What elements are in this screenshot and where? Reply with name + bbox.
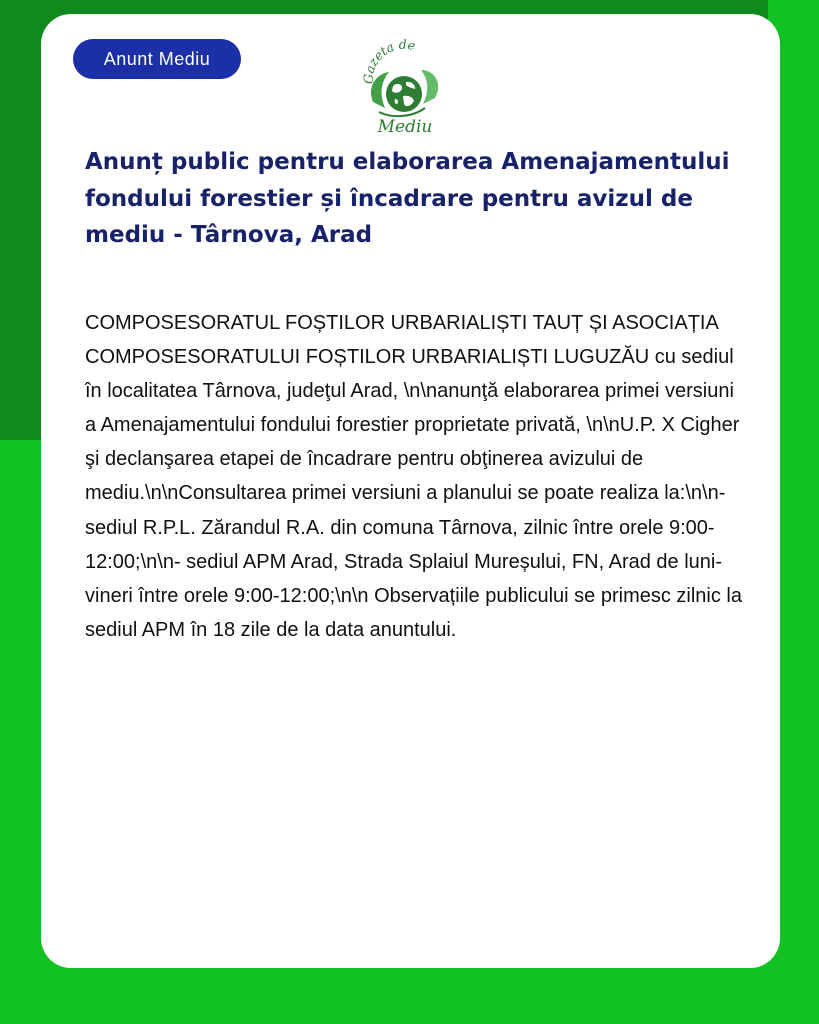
- announcement-body: COMPOSESORATUL FOȘTILOR URBARIALIȘTI TAUȚ ȘI ASOCIAȚIA COMPOSESORATULUI FOȘTILOR URBARIALIȘTI LUGUZĂU cu sediul în localitatea Târnova, judeţul Arad, \n\nanunţă elaborarea primei versiuni a Amenajamentului fondului forestier proprietate privată, \n\nU.P. X Cigher şi declanşarea etapei de încadrare pentru obţinerea avizului de mediu.\n\nConsultarea primei versiuni a planului se poate realiza la:\n\n- sediul R.P.L. Zărandul R.A. din comuna Târnova, zilnic între orele 9:00-12:00;\n\n- sediul APM Arad, Strada Splaiul Mureșului, FN, Arad de luni-vineri între orele 9:00-12:00;\n\n Observațiile publicului se primesc zilnic la sediul APM în 18 zile de la data anuntului.: [85, 312, 742, 641]
- logo-arc-text: Gazeta de: [360, 38, 417, 85]
- category-badge[interactable]: Anunt Mediu: [73, 39, 241, 79]
- logo-bottom-text: Mediu: [377, 117, 433, 134]
- globe-leaf-icon: [359, 38, 449, 134]
- announcement-title: Anunț public pentru elaborarea Amenajamentului fondului forestier și încadrare pentru avizul de mediu - Târnova, Arad: [85, 149, 730, 248]
- gazeta-de-mediu-logo: [359, 38, 449, 134]
- announcement-card: [41, 14, 780, 968]
